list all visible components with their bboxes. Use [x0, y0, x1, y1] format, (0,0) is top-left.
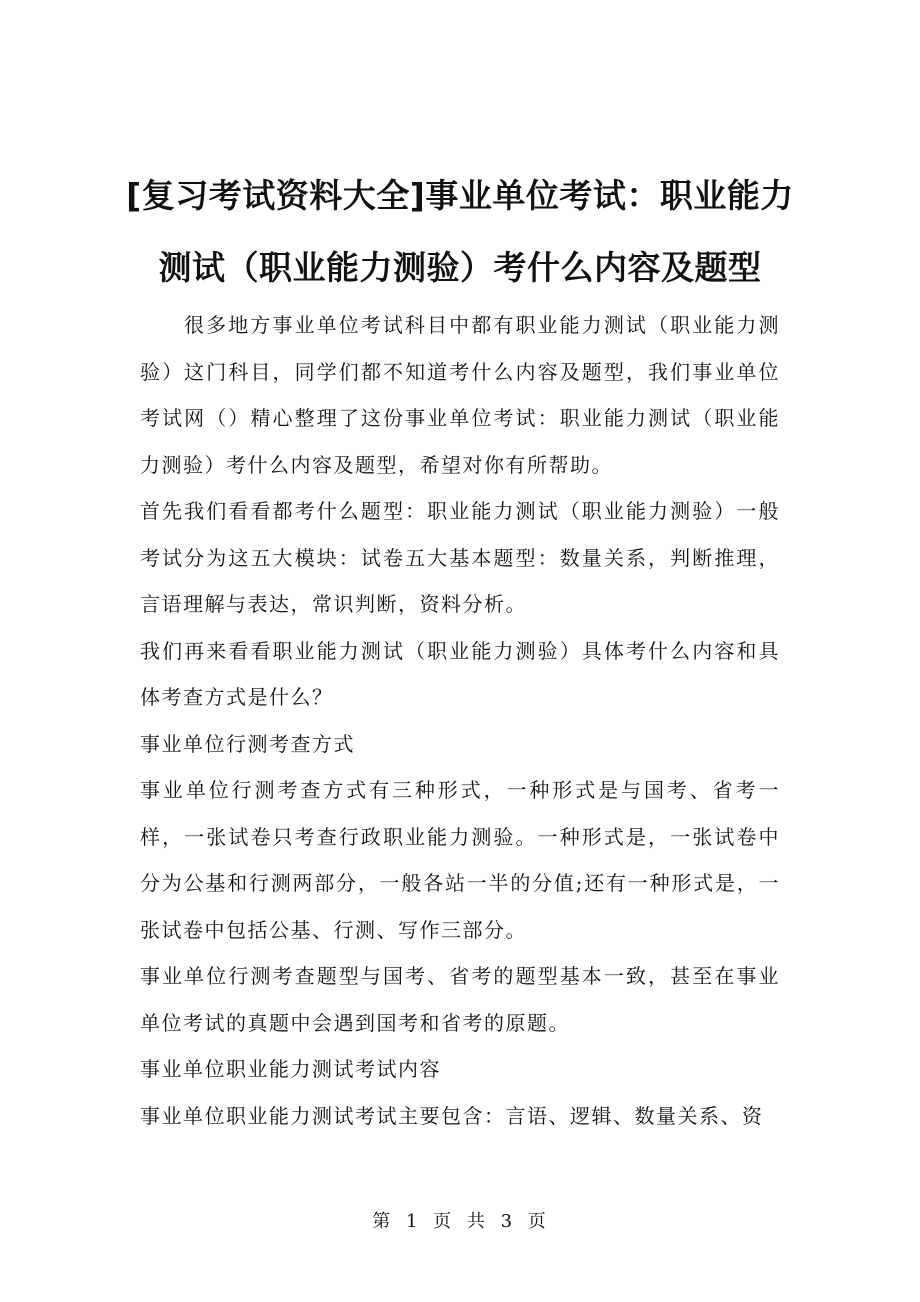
- section-heading-exam-content: 事业单位职业能力测试考试内容: [140, 1057, 441, 1081]
- document-title: [复习考试资料大全]事业单位考试：职业能力测试（职业能力测验）考什么内容及题型: [126, 176, 794, 287]
- paragraph-question-types: 首先我们看看都考什么题型：职业能力测试（职业能力测验）一般考试分为这五大模块：试卷五大基本题型：数量关系，判断推理，言语理解与表达，常识判断，资料分析。: [140, 499, 780, 616]
- paragraph-question-format: 事业单位行测考查题型与国考、省考的题型基本一致，甚至在事业单位考试的真题中会遇到国考和省考的原题。: [140, 964, 780, 1035]
- section-heading-exam-method: 事业单位行测考查方式: [140, 731, 355, 756]
- paragraph-content-question: 我们再来看看职业能力测试（职业能力测验）具体考什么内容和具体考查方式是什么？: [140, 638, 780, 709]
- paragraph-exam-content: 事业单位职业能力测试考试主要包含：言语、逻辑、数量关系、资: [140, 1103, 764, 1128]
- paragraph-exam-method: 事业单位行测考查方式有三种形式，一种形式是与国考、省考一样，一张试卷只考查行政职业能力测验。一种形式是，一张试卷中分为公基和行测两部分，一般各站一半的分值;还有一种形式是，一张试卷中包括公基、行测、写作三部分。: [140, 778, 780, 942]
- page-number: 第 1 页 共 3 页: [372, 1211, 548, 1232]
- document-body: [140, 302, 780, 1139]
- paragraph-intro: 很多地方事业单位考试科目中都有职业能力测试（职业能力测验）这门科目，同学们都不知道考什么内容及题型，我们事业单位考试网（）精心整理了这份事业单位考试：职业能力测试（职业能力测验）考什么内容及题型，希望对你有所帮助。: [140, 313, 780, 477]
